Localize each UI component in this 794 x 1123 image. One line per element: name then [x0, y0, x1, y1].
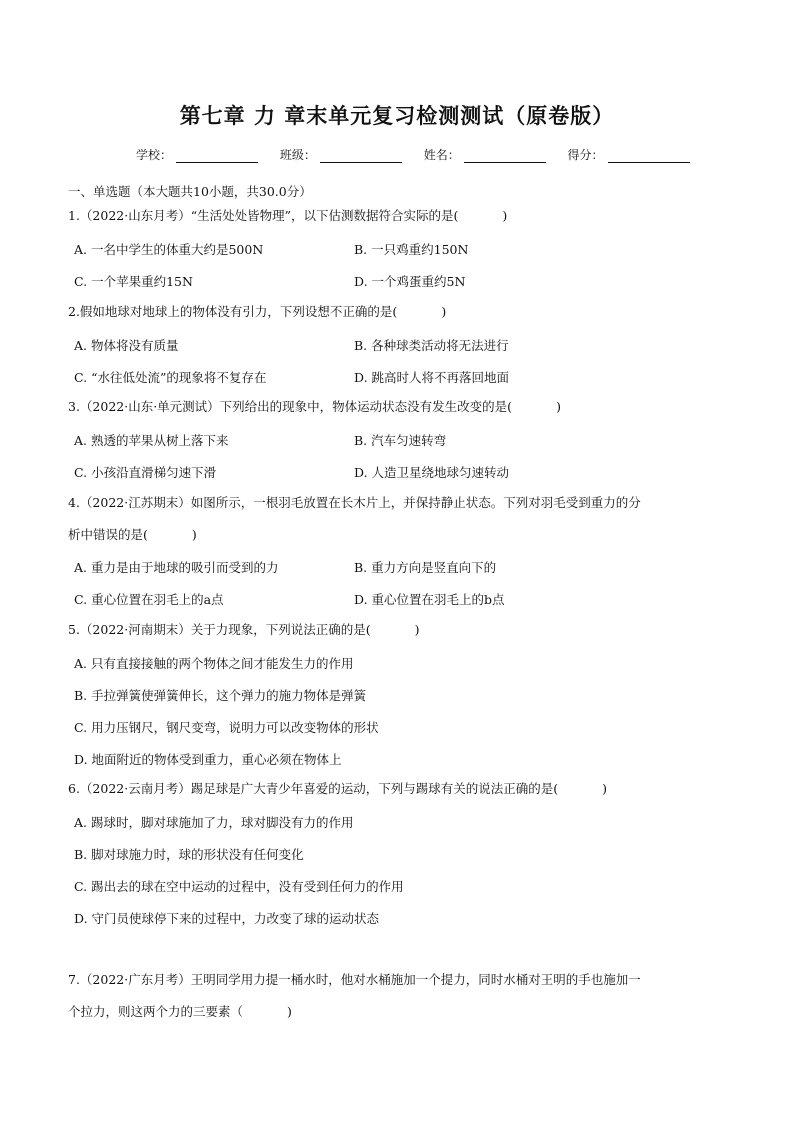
name-blank: [464, 150, 546, 163]
option-d: D. 一个鸡蛋重约5N: [354, 274, 466, 289]
question-stem: 3.（2022·山东·单元测试）下列给出的现象中，物体运动状态没有发生改变的是(: [68, 399, 513, 414]
school-blank: [176, 150, 258, 163]
option-d: D. 地面附近的物体受到重力，重心必须在物体上: [74, 752, 342, 767]
option-b: B. 汽车匀速转弯: [354, 433, 447, 448]
question-paren-close: ): [287, 1004, 292, 1019]
question-stem-line1: 7.（2022·广东月考）王明同学用力提一桶水时，他对水桶施加一个提力，同时水桶对王明的手也施加一: [68, 972, 641, 987]
option-c: C. 重心位置在羽毛上的a点: [74, 592, 224, 607]
score-blank: [608, 150, 690, 163]
option-b: B. 脚对球施力时，球的形状没有任何变化: [74, 847, 304, 862]
option-c: C. 用力压钢尺，钢尺变弯，说明力可以改变物体的形状: [74, 720, 379, 735]
question-paren-close: ): [556, 399, 561, 414]
question-paren-close: ): [441, 304, 447, 319]
score-label: 得分：: [567, 148, 604, 162]
option-b: B. 重力方向是竖直向下的: [354, 560, 497, 575]
question-paren-close: ): [191, 527, 197, 542]
question-4: [68, 487, 728, 551]
option-d: D. 守门员使球停下来的过程中，力改变了球的运动状态: [74, 911, 380, 926]
question-3: [68, 391, 728, 423]
page-title: 第七章 力 章末单元复习检测测试（原卷版）: [179, 104, 615, 128]
class-blank: [320, 150, 402, 163]
option-d: D. 跳高时人将不再落回地面: [354, 370, 510, 385]
question-stem: 5.（2022·河南期末）关于力现象，下列说法正确的是(: [68, 622, 371, 637]
option-a: A. 重力是由于地球的吸引而受到的力: [74, 560, 279, 575]
option-b: B. 一只鸡重约150N: [354, 242, 469, 257]
option-a: A. 熟透的苹果从树上落下来: [74, 433, 229, 448]
question-paren-close: ): [502, 208, 508, 223]
question-5: [68, 614, 728, 646]
school-label: 学校：: [136, 148, 173, 162]
option-c: C. 踢出去的球在空中运动的过程中，没有受到任何力的作用: [74, 879, 404, 894]
question-stem: 2.假如地球对地球上的物体没有引力，下列设想不正确的是(: [68, 304, 398, 319]
option-b: B. 各种球类活动将无法进行: [354, 338, 509, 353]
class-label: 班级：: [279, 148, 316, 162]
option-a: A. 物体将没有质量: [74, 338, 179, 353]
question-paren-close: ): [602, 781, 607, 796]
question-stem: 6.（2022·云南月考）踢足球是广大青少年喜爱的运动，下列与踢球有关的说法正确的是(: [68, 781, 559, 796]
question-stem-line2: 个拉力，则这两个力的三要素（: [68, 1004, 244, 1019]
question-stem: 1.（2022·山东月考）“生活处处皆物理”，以下估测数据符合实际的是(: [68, 208, 459, 223]
name-label: 姓名：: [423, 148, 460, 162]
question-stem-line2: 析中错误的是(: [68, 527, 148, 542]
question-6: [68, 773, 728, 805]
option-d: D. 人造卫星绕地球匀速转动: [354, 465, 510, 480]
section-heading: 一、单选题（本大题共10小题，共30.0分）: [68, 184, 312, 199]
option-b: B. 手拉弹簧使弹簧伸长，这个弹力的施力物体是弹簧: [74, 688, 367, 703]
option-a: A. 只有直接接触的两个物体之间才能发生力的作用: [74, 656, 354, 671]
question-7: [68, 964, 728, 1028]
option-a: A. 一名中学生的体重大约是500N: [74, 242, 264, 257]
question-paren-close: ): [414, 622, 420, 637]
option-c: C. 小孩沿直滑梯匀速下滑: [74, 465, 217, 480]
question-stem-line1: 4.（2022·江苏期末）如图所示，一根羽毛放置在长木片上，并保持静止状态。下列对羽毛受到重力的分: [68, 495, 641, 510]
question-1: [68, 200, 728, 232]
student-info-row: [136, 146, 696, 163]
option-d: D. 重心位置在羽毛上的b点: [354, 592, 505, 607]
option-c: C. 一个苹果重约15N: [74, 274, 193, 289]
option-c: C. “水往低处流”的现象将不复存在: [74, 370, 267, 385]
option-a: A. 踢球时，脚对球施加了力，球对脚没有力的作用: [74, 815, 354, 830]
question-2: [68, 296, 728, 328]
